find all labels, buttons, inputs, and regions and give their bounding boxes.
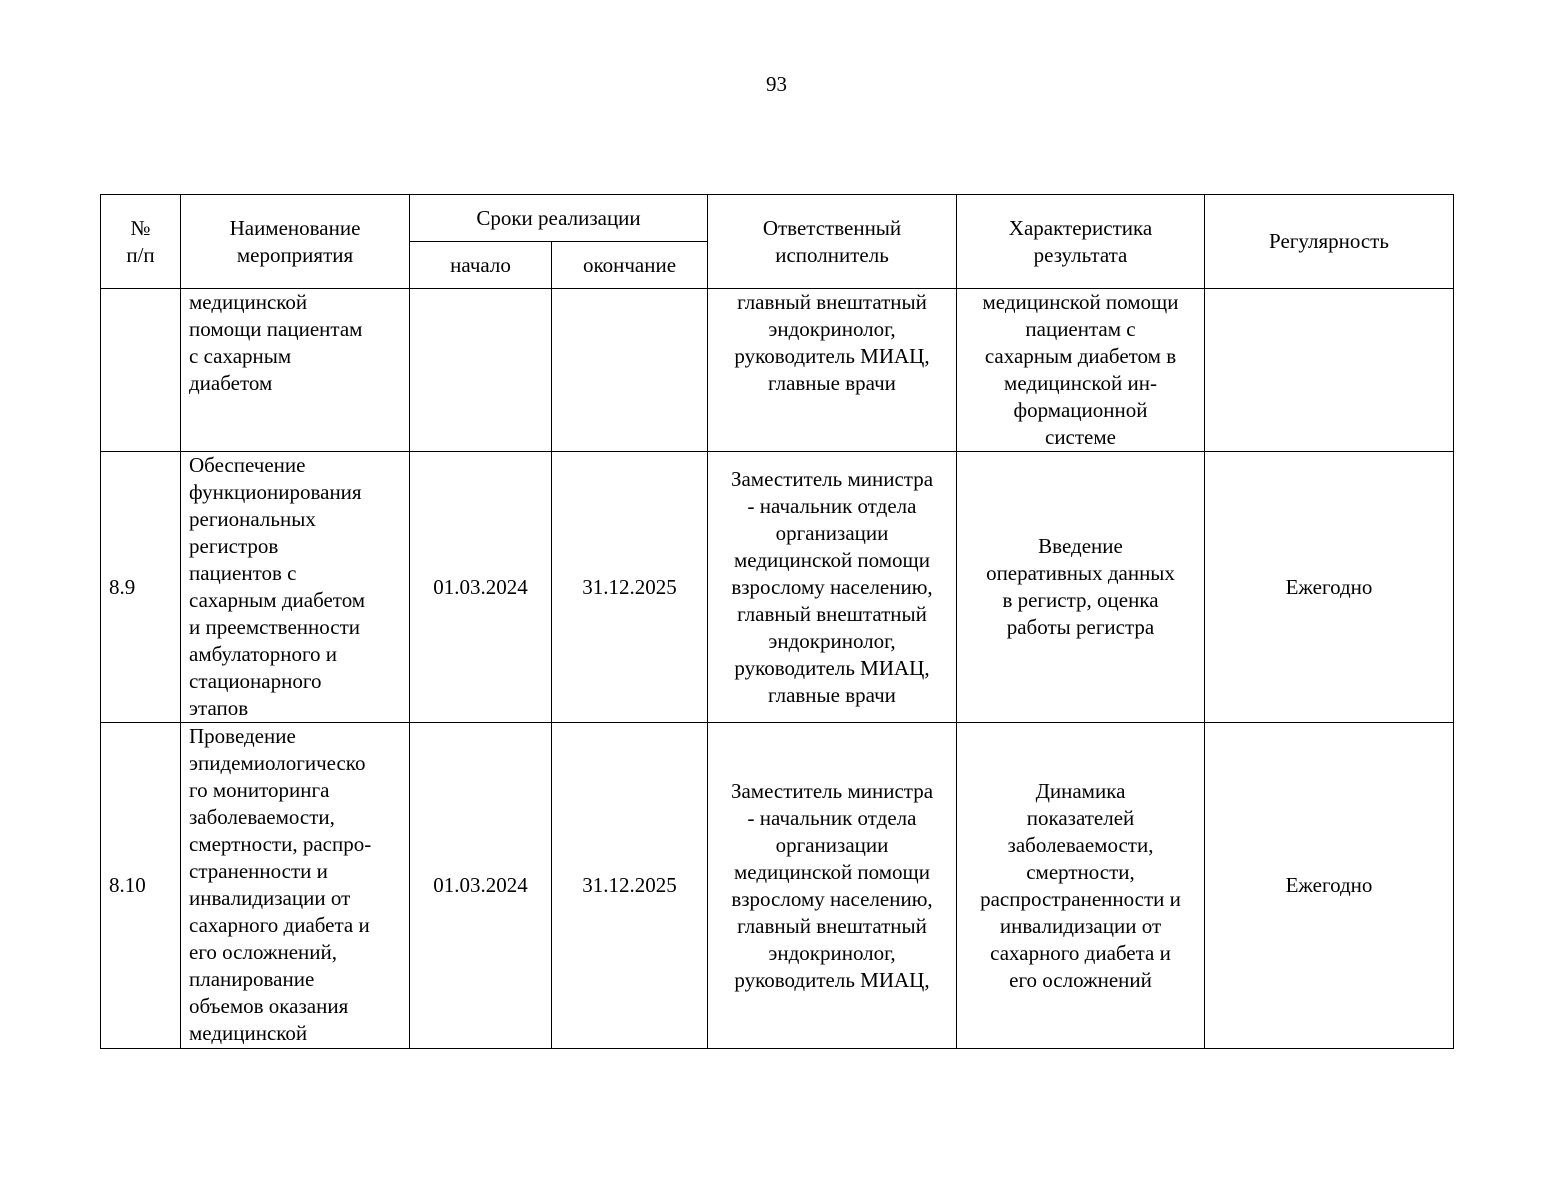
row-responsible-line: главный внештатный [737,290,927,314]
header-regularity: Регулярность [1205,195,1454,289]
row-end [552,289,708,452]
row-name-line: региональных [189,507,316,531]
row-responsible-line: главный внештатный [737,913,927,938]
row-result-line: медицинской помощи [982,290,1179,314]
table-row [101,452,1454,723]
row-responsible-line: Заместитель министра [730,466,934,491]
table-row [101,723,1454,1049]
row-name-line: и преемственности [189,615,361,639]
row-name-line: помощи пациентам [189,317,363,341]
row-result-line: Динамика [1035,778,1126,803]
row-name-line: сахарного диабета и [189,913,370,937]
header-name-line: Наименование [229,215,361,240]
header-result-line: Характеристика [1008,215,1153,240]
row-responsible-line: организации [775,832,889,857]
row-name-line: его осложнений, [189,940,337,964]
table-row [101,289,1454,452]
row-result [957,723,1205,1049]
row-result-line: Введение [1038,534,1123,558]
activity-table [100,194,1454,1049]
row-responsible-line: руководитель МИАЦ, [734,344,930,368]
row-result-line: формационной [1013,398,1148,422]
row-responsible-line: главный внештатный [737,601,927,626]
row-result-line: смертности, [1026,859,1135,884]
row-result-line: его осложнений [1009,967,1152,992]
row-end: 31.12.2025 [552,723,708,1049]
row-responsible-line: эндокринолог, [768,317,896,341]
row-name [181,289,410,452]
header-terms: Сроки реализации [410,195,708,242]
row-name [181,452,410,723]
header-end: окончание [552,242,708,289]
row-responsible-line: организации [775,520,889,545]
row-name-line: страненности и [189,859,328,883]
row-name-line: медицинской [189,1021,308,1045]
header-result-line: результата [1033,242,1128,267]
row-responsible [708,289,957,452]
row-responsible-line: эндокринолог, [768,628,896,653]
row-name-line: амбулаторного и [189,642,338,666]
row-name [181,723,410,1049]
row-result-line: показателей [1026,805,1135,830]
row-responsible-line: Заместитель министра [730,778,934,803]
row-result-line: сахарного диабета и [990,940,1171,965]
header-num-line: № [130,215,151,240]
row-responsible-line: эндокринолог, [768,940,896,965]
row-name-line: эпидемиологическо [189,751,366,775]
row-end: 31.12.2025 [552,452,708,723]
row-name-line: планирование [189,967,315,991]
header-responsible-line: Ответственный [762,215,902,240]
row-result-line: сахарным диабетом в [984,344,1177,368]
header-num [101,195,181,289]
row-result-line: работы регистра [1006,615,1155,639]
row-name-line: с сахарным [189,344,292,368]
row-name-line: смертности, распро- [189,832,372,856]
row-name-line: функционирования [189,480,362,504]
row-name-line: диабетом [189,371,273,395]
row-responsible-line: главные врачи [768,682,896,707]
row-responsible-line: медицинской помощи [734,859,930,884]
header-responsible [708,195,957,289]
row-result [957,289,1205,452]
row-result-line: медицинской ин- [1004,371,1157,395]
row-result-line: инвалидизации от [999,913,1162,938]
row-responsible [708,452,957,723]
row-num [101,289,181,452]
header-row-1 [101,195,1454,242]
row-start: 01.03.2024 [410,723,552,1049]
row-name-line: стационарного [189,669,322,693]
row-responsible-line: взрослому населению, [731,574,933,599]
header-name-line: мероприятия [236,242,354,267]
row-result-line: пациентам с [1025,317,1136,341]
header-start: начало [410,242,552,289]
row-num: 8.9 [101,452,181,723]
row-name-line: регистров [189,534,279,558]
row-regularity: Ежегодно [1205,452,1454,723]
row-result-line: распространенности и [980,886,1181,911]
header-responsible-line: исполнитель [775,242,889,267]
row-result-line: в регистр, оценка [1002,588,1159,612]
row-responsible-line: взрослому населению, [731,886,933,911]
row-result-line: заболеваемости, [1007,832,1154,857]
row-name-line: этапов [189,696,249,720]
row-name-line: Проведение [189,724,296,748]
row-name-line: го мониторинга [189,778,330,802]
row-start [410,289,552,452]
row-name-line: объемов оказания [189,994,349,1018]
header-name [181,195,410,289]
row-responsible-line: главные врачи [768,371,896,395]
row-responsible-line: руководитель МИАЦ, [734,967,930,992]
row-responsible-line: - начальник отдела [747,805,917,830]
row-responsible-line: - начальник отдела [747,493,917,518]
row-regularity: Ежегодно [1205,723,1454,1049]
row-result-line: оперативных данных [986,561,1175,585]
header-num-line: п/п [126,242,155,267]
row-responsible-line: медицинской помощи [734,547,930,572]
header-result [957,195,1205,289]
row-regularity [1205,289,1454,452]
row-start: 01.03.2024 [410,452,552,723]
row-responsible [708,723,957,1049]
row-name-line: Обеспечение [189,453,306,477]
row-name-line: инвалидизации от [189,886,351,910]
page-number: 93 [766,72,787,96]
row-num: 8.10 [101,723,181,1049]
row-result-line: системе [1045,425,1116,449]
row-result [957,452,1205,723]
row-name-line: медицинской [189,290,308,314]
row-name-line: заболеваемости, [189,805,335,829]
row-name-line: пациентов с [189,561,297,585]
row-name-line: сахарным диабетом [189,588,366,612]
row-responsible-line: руководитель МИАЦ, [734,655,930,680]
